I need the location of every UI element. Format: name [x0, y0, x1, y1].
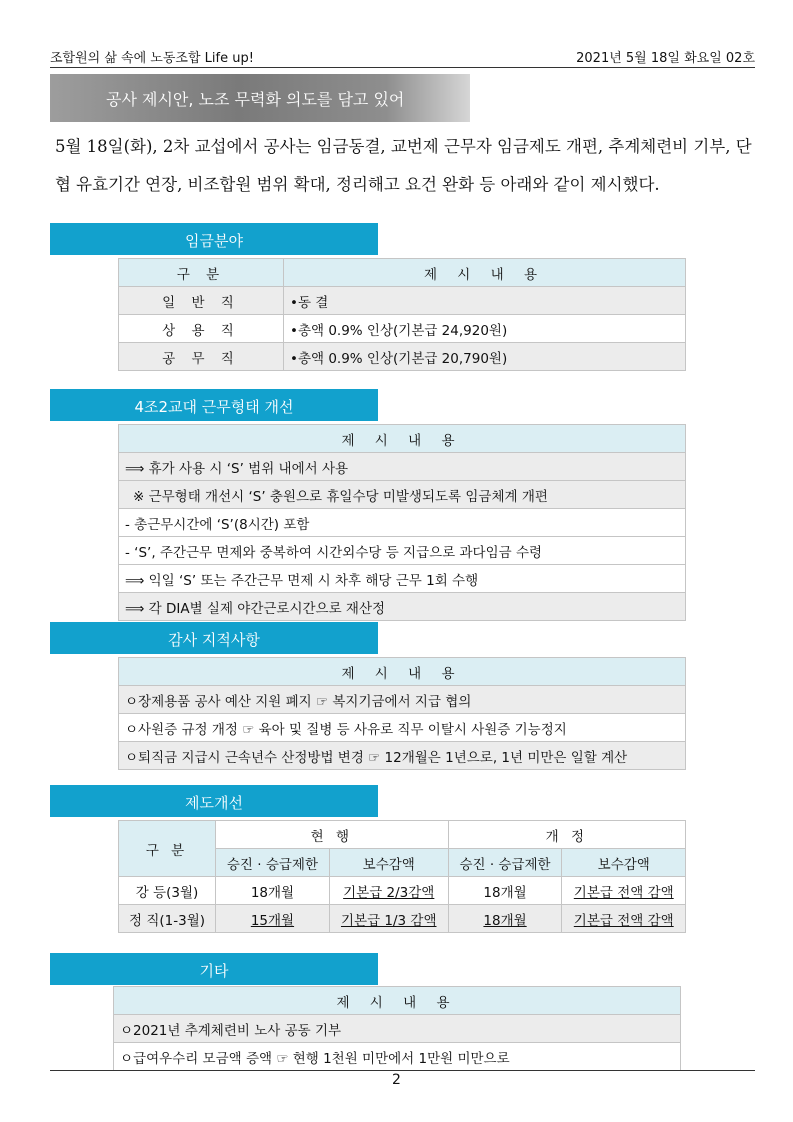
table-row-value: •총액 0.9% 인상(기본급 24,920원)	[284, 315, 686, 343]
newsletter-slogan: 조합원의 삶 속에 노동조합 Life up!	[50, 51, 254, 66]
table-row-key: 강 등(3월)	[119, 877, 216, 905]
sub-header-promotion: 승진 · 승급제한	[448, 849, 562, 877]
table-cell: 기본급 1/3 감액	[329, 905, 448, 933]
table-row-value: •동 결	[284, 287, 686, 315]
table-row: ⟹ 각 DIA별 실제 야간근로시간으로 재산정	[119, 593, 686, 621]
sub-header-promotion: 승진 · 승급제한	[216, 849, 330, 877]
table-row-key: 상 용 직	[119, 315, 284, 343]
col-header-category: 구 분	[119, 821, 216, 877]
sub-header-pay-cut: 보수감액	[562, 849, 686, 877]
col-header-proposal: 제 시 내 용	[119, 658, 686, 686]
table-cell: 기본급 전액 감액	[562, 905, 686, 933]
table-cell: 기본급 전액 감액	[562, 877, 686, 905]
system-table	[118, 820, 686, 933]
table-row-key: 정 직(1-3월)	[119, 905, 216, 933]
section-title-audit: 감사 지적사항	[50, 622, 378, 654]
article-headline: 공사 제시안, 노조 무력화 의도를 담고 있어	[50, 74, 470, 122]
table-row: ㅇ급여우수리 모금액 증액 ☞ 현행 1천원 미만에서 1만원 미만으로	[114, 1043, 681, 1071]
table-cell: 18개월	[448, 877, 562, 905]
col-header-proposal: 제 시 내 용	[284, 259, 686, 287]
col-header-proposal: 제 시 내 용	[119, 425, 686, 453]
audit-table	[118, 657, 686, 770]
section-title-etc: 기타	[50, 953, 378, 985]
table-row: ⟹ 휴가 사용 시 ‘S’ 범위 내에서 사용	[119, 453, 686, 481]
etc-table	[113, 986, 681, 1071]
wage-table	[118, 258, 686, 371]
table-row-key: 공 무 직	[119, 343, 284, 371]
table-row: ㅇ퇴직금 지급시 근속년수 산정방법 변경 ☞ 12개월은 1년으로, 1년 미만은 일할 계산	[119, 742, 686, 770]
table-cell: 18개월	[448, 905, 562, 933]
table-cell: 18개월	[216, 877, 330, 905]
page-number: 2	[392, 1072, 401, 1088]
table-row-value: •총액 0.9% 인상(기본급 20,790원)	[284, 343, 686, 371]
section-title-system: 제도개선	[50, 785, 378, 817]
table-row: - ‘S’, 주간근무 면제와 중복하여 시간외수당 등 지급으로 과다임금 수령	[119, 537, 686, 565]
table-row: ⟹ 익일 ‘S’ 또는 주간근무 면제 시 차후 해당 근무 1회 수행	[119, 565, 686, 593]
col-header-current: 현 행	[216, 821, 449, 849]
table-cell: 15개월	[216, 905, 330, 933]
table-cell: 기본급 2/3감액	[329, 877, 448, 905]
table-row: - 총근무시간에 ‘S’(8시간) 포함	[119, 509, 686, 537]
table-row: ※ 근무형태 개선시 ‘S’ 충원으로 휴일수당 미발생되도록 임금체계 개편	[119, 481, 686, 509]
intro-paragraph: 5월 18일(화), 2차 교섭에서 공사는 임금동결, 교번제 근무자 임금제도 개편, 추계체련비 기부, 단협 유효기간 연장, 비조합원 범위 확대, 정리해고 요건 완화 등 아래와 같이 제시했다.	[55, 137, 752, 194]
table-row: ㅇ사원증 규정 개정 ☞ 육아 및 질병 등 사유로 직무 이탈시 사원증 기능정지	[119, 714, 686, 742]
table-row-key: 일 반 직	[119, 287, 284, 315]
section-title-shift: 4조2교대 근무형태 개선	[50, 389, 378, 421]
col-header-revised: 개 정	[448, 821, 685, 849]
issue-date: 2021년 5월 18일 화요일 02호	[576, 51, 755, 66]
header-divider	[50, 67, 755, 68]
sub-header-pay-cut: 보수감액	[329, 849, 448, 877]
col-header-category: 구 분	[119, 259, 284, 287]
table-row: ㅇ장제용품 공사 예산 지원 폐지 ☞ 복지기금에서 지급 협의	[119, 686, 686, 714]
shift-table	[118, 424, 686, 621]
footer-divider	[50, 1070, 755, 1071]
table-row: ㅇ2021년 추계체련비 노사 공동 기부	[114, 1015, 681, 1043]
section-title-wage: 임금분야	[50, 223, 378, 255]
col-header-proposal: 제 시 내 용	[114, 987, 681, 1015]
